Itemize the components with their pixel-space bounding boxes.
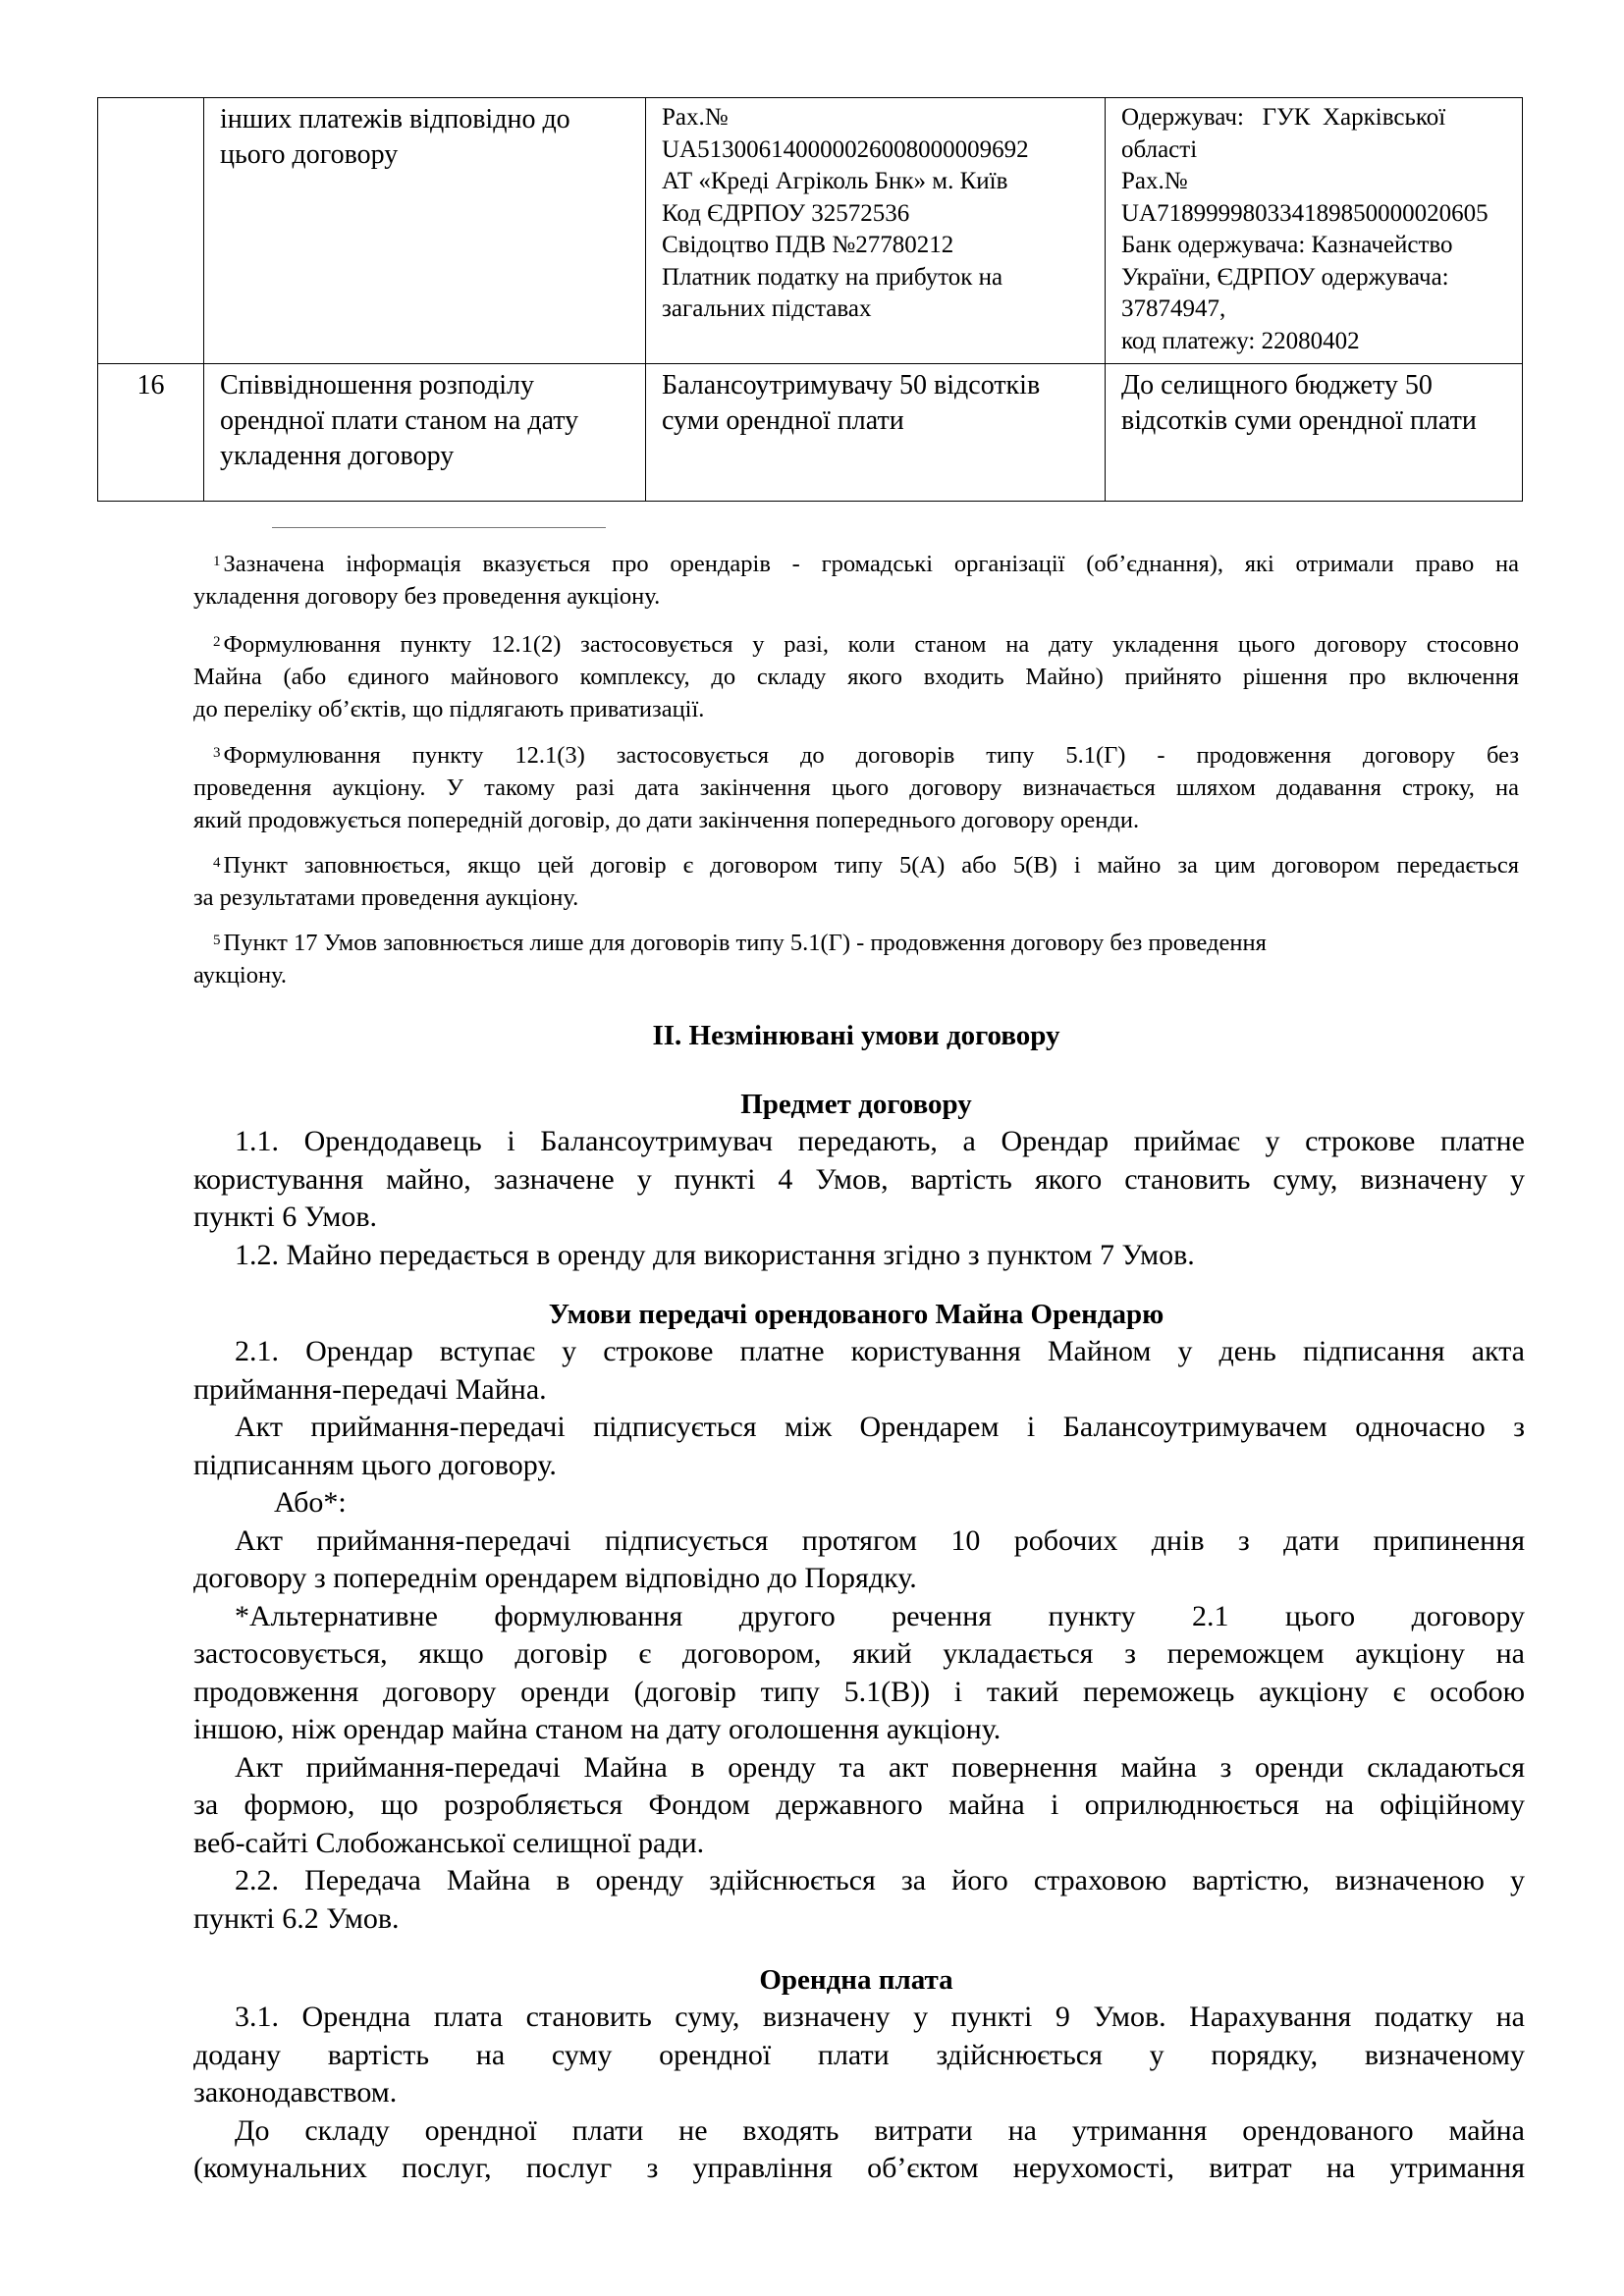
text-line: пункті 6.2 Умов. xyxy=(193,1901,400,1935)
balance-holder-share xyxy=(646,364,1106,502)
cell-line: код платежу: 22080402 xyxy=(1121,327,1360,354)
footnote xyxy=(193,548,1519,613)
footnote xyxy=(193,849,1519,914)
cell-line: До селищного бюджету 50 xyxy=(1121,370,1433,400)
row-number xyxy=(98,98,204,364)
recipient-details xyxy=(1106,98,1523,364)
footnote-line: $^1$ Зазначена інформація вказується про орендарів - громадські організації (об’єднання), які отримали право на xyxy=(213,551,1519,577)
text-line: пункті 6 Умов. xyxy=(193,1201,377,1233)
footnote xyxy=(193,927,1519,991)
footnote-marker: 3 xyxy=(213,745,221,761)
cell-line: суми орендної плати xyxy=(662,405,904,436)
text-line: підписанням цього договору. xyxy=(193,1448,557,1481)
footnote-line: за результатами проведення аукціону. xyxy=(193,884,579,911)
cell-line: укладення договору xyxy=(220,441,455,471)
cell-line: АТ «Креді Агріколь Бнк» м. Київ xyxy=(662,168,1008,194)
footnote-line: проведення аукціону. У такому разі дата закінчення цього договору визначається шляхом додавання строку, на xyxy=(193,774,1519,801)
row-title xyxy=(204,364,646,502)
text-line: застосовується, якщо договір є договором, який укладається з переможцем аукціону на xyxy=(193,1637,1525,1670)
transfer-heading: Умови передачі орендованого Майна Орендарю xyxy=(548,1299,1164,1330)
cell-line: Рах.№ xyxy=(662,104,729,131)
text-line: 3.1. Орендна плата становить суму, визначену у пункті 9 Умов. Нарахування податку на xyxy=(235,2001,1525,2033)
text-line: законодавством. xyxy=(193,2076,398,2109)
footnote-line: укладення договору без проведення аукціону. xyxy=(193,583,661,610)
text-line: До складу орендної плати не входять витрати на утримання орендованого майна xyxy=(235,2113,1525,2147)
footnote-line: який продовжується попередній договір, до дати закінчення попереднього договору оренди. xyxy=(193,807,1140,833)
footnote-line: $^2$ Формулювання пункту 12.1(2) застосовується у разі, коли станом на дату укладення цього договору стосовно xyxy=(213,631,1519,658)
budget-share xyxy=(1106,364,1523,502)
rent-text xyxy=(193,1999,1525,2188)
footnote-line: $^5$ Пункт 17 Умов заповнюється лише для договорів типу 5.1(Г) - продовження договору без проведення xyxy=(213,930,1267,956)
row-number: 16 xyxy=(98,364,204,502)
cell-line: цього договору xyxy=(220,139,399,170)
table-row xyxy=(98,364,1523,502)
text-line: Або*: xyxy=(274,1486,347,1519)
text-line: 2.1. Орендар вступає у строкове платне користування Майном у день підписання акта xyxy=(235,1335,1525,1367)
row-title xyxy=(204,98,646,364)
cell-line: відсотків суми орендної плати xyxy=(1121,405,1477,436)
footnote-marker: 2 xyxy=(213,634,221,650)
footnote xyxy=(193,628,1519,725)
cell-line: UA718999980334189850000020605 xyxy=(1121,199,1489,227)
cell-line: Балансоутримувачу 50 відсотків xyxy=(662,370,1041,400)
text-line: 2.2. Передача Майна в оренду здійснюється за його страховою вартістю, визначеною у xyxy=(235,1864,1525,1896)
footnote-line: $^3$ Формулювання пункту 12.1(3) застосовується до договорів типу 5.1(Г) - продовження договору без xyxy=(213,742,1519,769)
cell-line: Банк одержувача: Казначейство xyxy=(1121,232,1453,258)
cell-line: Рах.№ xyxy=(1121,168,1188,194)
footnote-marker: 5 xyxy=(213,933,221,948)
cell-line: UA513006140000026008000009692 xyxy=(662,135,1029,163)
text-line: 1.2. Майно передається в оренду для використання згідно з пунктом 7 Умов. xyxy=(235,1238,1195,1271)
footnote-line: до переліку об’єктів, що підлягають приватизації. xyxy=(193,696,705,722)
rent-heading: Орендна плата xyxy=(759,1964,953,1996)
text-line: приймання-передачі Майна. xyxy=(193,1372,547,1406)
cell-line: загальних підставах xyxy=(662,295,872,322)
text-line: веб-сайті Слобожанської селищної ради. xyxy=(193,1826,705,1859)
cell-line: України, ЄДРПОУ одержувача: xyxy=(1121,263,1449,291)
subject-heading: Предмет договору xyxy=(740,1089,972,1120)
balance-holder-details xyxy=(646,98,1106,364)
cell-line: Співвідношення розподілу xyxy=(220,370,534,400)
section-title: II. Незмінювані умови договору xyxy=(652,1020,1060,1051)
footnote-line: Майна (або єдиного майнового комплексу, до складу якого входить Майно) прийнято рішення про включення xyxy=(193,664,1519,690)
subject-text xyxy=(193,1123,1525,1274)
text-line: Акт приймання-передачі Майна в оренду та акт повернення майна з оренди складаються xyxy=(235,1750,1525,1784)
cell-line: орендної плати станом на дату xyxy=(220,405,579,436)
cell-line: Код ЄДРПОУ 32572536 xyxy=(662,199,910,227)
table-row xyxy=(98,98,1523,364)
cell-line: Платник податку на прибуток на xyxy=(662,263,1003,291)
text-line: *Альтернативне формулювання другого речення пункту 2.1 цього договору xyxy=(235,1599,1525,1632)
transfer-text xyxy=(193,1333,1525,1938)
text-line: за формою, що розробляється Фондом державного майна і оприлюднюється на офіційному xyxy=(193,1789,1525,1821)
text-line: Акт приймання-передачі підписується між Орендарем і Балансоутримувачем одночасно з xyxy=(235,1411,1525,1443)
text-line: користування майно, зазначене у пункті 4 Умов, вартість якого становить суму, визначену у xyxy=(193,1162,1525,1196)
footnote-line: аукціону. xyxy=(193,962,287,988)
cell-line: 37874947, xyxy=(1121,295,1226,322)
text-line: 1.1. Орендодавець і Балансоутримувач передають, а Орендар приймає у строкове платне xyxy=(235,1125,1525,1157)
text-line: (комунальних послуг, послуг з управління об’єктом нерухомості, витрат на утримання xyxy=(193,2152,1525,2184)
text-line: продовження договору оренди (договір типу 5.1(В)) і такий переможець аукціону є особою xyxy=(193,1675,1525,1708)
footnote xyxy=(193,739,1519,836)
footnote-separator xyxy=(272,527,606,528)
cell-line: інших платежів відповідно до xyxy=(220,104,570,134)
text-line: договору з попереднім орендарем відповідно до Порядку. xyxy=(193,1562,917,1594)
text-line: додану вартість на суму орендної плати здійснюється у порядку, визначеному xyxy=(193,2038,1525,2071)
text-line: Акт приймання-передачі підписується протягом 10 робочих днів з дати припинення xyxy=(235,1523,1525,1557)
footnote-marker: 4 xyxy=(213,855,221,871)
cell-line: Одержувач: ГУК Харківської xyxy=(1121,104,1446,131)
footnote-line: $^4$ Пункт заповнюється, якщо цей договір є договором типу 5(А) або 5(В) і майно за цим договором передається xyxy=(213,852,1519,879)
terms-table xyxy=(97,97,1523,502)
footnote-marker: 1 xyxy=(213,554,221,569)
text-line: іншою, ніж орендар майна станом на дату оголошення аукціону. xyxy=(193,1713,1001,1745)
cell-line: Свідоцтво ПДВ №27780212 xyxy=(662,232,954,258)
cell-line: області xyxy=(1121,135,1198,163)
